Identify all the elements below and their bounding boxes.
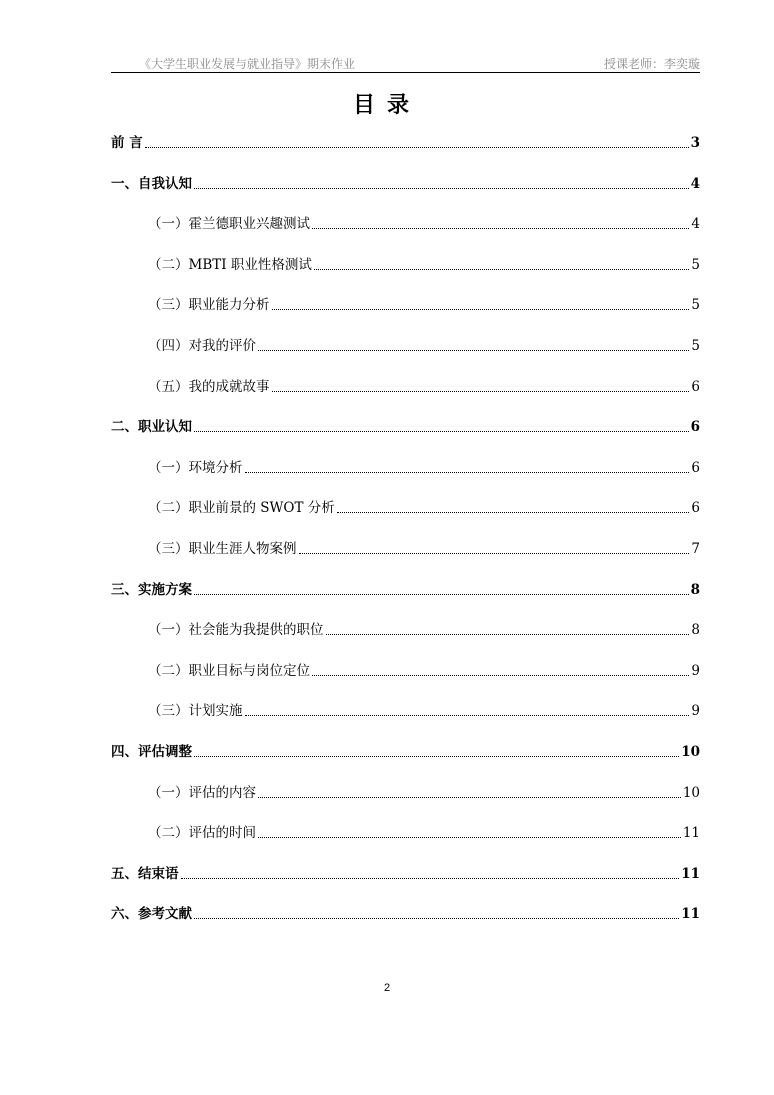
toc-entry-page: 9	[691, 662, 700, 679]
toc-leader-dots	[245, 714, 690, 716]
toc-entry-page: 5	[691, 256, 700, 273]
page-number: 2	[383, 982, 391, 994]
toc-entry-label: （三）职业能力分析	[148, 297, 270, 314]
toc-entry[interactable]	[111, 863, 700, 883]
toc-entry-label: （三）计划实施	[148, 703, 243, 720]
toc-entry[interactable]	[111, 579, 700, 599]
toc-entry-page: 6	[690, 419, 700, 436]
toc-entry-label: 三、实施方案	[111, 581, 192, 598]
toc-entry-page: 4	[691, 216, 700, 233]
toc-entry-label: （二）职业前景的 SWOT 分析	[148, 500, 335, 517]
toc-leader-dots	[181, 877, 680, 879]
toc-entry-page: 11	[681, 906, 700, 923]
toc-entry-page: 6	[691, 500, 700, 517]
toc-entry-page: 7	[691, 541, 700, 557]
toc-entry-page: 6	[691, 378, 700, 395]
toc-entry-label: 二、职业认知	[111, 419, 192, 436]
toc-entry-page: 9	[691, 703, 700, 720]
page-header	[111, 54, 700, 73]
toc-leader-dots	[326, 633, 690, 635]
toc-entry[interactable]	[111, 132, 700, 152]
toc-entry[interactable]	[111, 903, 700, 923]
toc-entry-label: （二）MBTI 职业性格测试	[148, 256, 312, 273]
toc-leader-dots	[194, 593, 689, 595]
toc-entry[interactable]	[148, 457, 700, 477]
toc-entry-label: （一）评估的内容	[148, 784, 256, 801]
toc-leader-dots	[272, 390, 690, 392]
toc-entry-page: 8	[691, 622, 700, 639]
toc-entry-label: （三）职业生涯人物案例	[148, 541, 297, 557]
toc-entry[interactable]	[111, 416, 700, 436]
toc-entry[interactable]	[111, 173, 700, 193]
toc-entry[interactable]	[148, 700, 700, 720]
toc-leader-dots	[194, 917, 679, 919]
toc-entry-label: （二）评估的时间	[148, 825, 256, 842]
toc-leader-dots	[312, 227, 689, 229]
toc-entry-page: 6	[691, 459, 700, 476]
toc-entry[interactable]	[148, 335, 700, 355]
toc-entry-label: 前 言	[111, 135, 143, 151]
toc-entry[interactable]	[148, 782, 700, 802]
toc-entry[interactable]	[148, 660, 700, 680]
toc-entry-page: 5	[691, 338, 700, 354]
toc-entry-page: 10	[682, 784, 700, 801]
toc-entry[interactable]	[148, 538, 700, 558]
toc-leader-dots	[258, 349, 689, 351]
toc-entry[interactable]	[148, 497, 700, 517]
toc-entry[interactable]	[148, 294, 700, 314]
toc-leader-dots	[258, 796, 681, 798]
toc-entry-page: 4	[690, 175, 700, 192]
toc-leader-dots	[272, 308, 690, 310]
toc-leader-dots	[194, 755, 679, 757]
toc-entry-label: 六、参考文献	[111, 906, 192, 923]
toc-entry-label: （四）对我的评价	[148, 338, 256, 354]
toc-leader-dots	[299, 552, 690, 554]
toc-leader-dots	[258, 836, 681, 838]
toc-entry[interactable]	[111, 741, 700, 761]
toc-entry-page: 3	[690, 135, 700, 151]
toc-entry[interactable]	[148, 254, 700, 274]
toc-leader-dots	[337, 511, 690, 513]
toc-entry-label: （一）社会能为我提供的职位	[148, 622, 324, 639]
toc-title: 目录	[352, 93, 421, 118]
toc-leader-dots	[194, 430, 689, 432]
toc-entry-label: 一、自我认知	[111, 175, 192, 192]
toc-entry[interactable]	[148, 822, 700, 842]
toc-entry-page: 11	[681, 865, 700, 882]
toc-leader-dots	[145, 146, 689, 148]
toc-entry-label: （五）我的成就故事	[148, 378, 270, 395]
toc-entry[interactable]	[148, 619, 700, 639]
toc-leader-dots	[312, 674, 689, 676]
toc-entry[interactable]	[148, 213, 700, 233]
toc-entry-label: （二）职业目标与岗位定位	[148, 662, 310, 679]
toc-entry-page: 5	[691, 297, 700, 314]
toc-entry[interactable]	[148, 376, 700, 396]
toc-entry-label: （一）霍兰德职业兴趣测试	[148, 216, 310, 233]
header-course-title: 《大学生职业发展与就业指导》期末作业	[139, 57, 356, 71]
toc-entry-page: 10	[681, 744, 700, 760]
header-instructor: 授课老师：李奕璇	[603, 57, 700, 71]
toc-leader-dots	[314, 268, 690, 270]
toc-entry-page: 8	[690, 581, 700, 598]
toc-entry-label: 四、评估调整	[111, 744, 192, 760]
toc-entry-label: 五、结束语	[111, 865, 179, 882]
toc-entry-page: 11	[682, 825, 700, 842]
toc-entry-label: （一）环境分析	[148, 459, 243, 476]
toc-leader-dots	[245, 471, 690, 473]
toc-leader-dots	[194, 187, 689, 189]
